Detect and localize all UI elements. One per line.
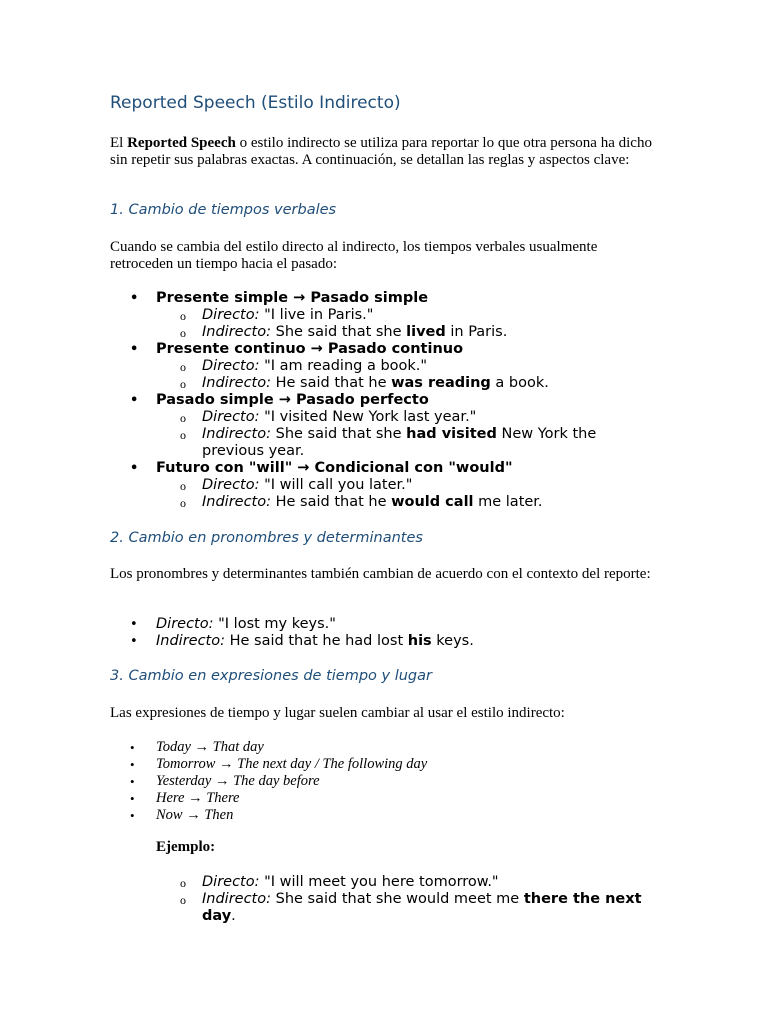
intro-bold-term: Reported Speech [127, 135, 236, 151]
direct-label: Directo: [202, 307, 260, 323]
expression-to: The day before [233, 773, 320, 789]
rule-direct-example [110, 477, 670, 494]
expression-from: Tomorrow [156, 756, 216, 772]
intro-suffix: o estilo indirecto se utiliza para reportar lo que otra persona ha dicho sin repetir sus palabras exactas. A continuación, se detallan las reglas y aspectos clave: [110, 135, 652, 168]
direct-label: Directo: [202, 409, 260, 425]
direct-text: "I lost my keys." [213, 616, 336, 632]
document-title: Reported Speech (Estilo Indirecto) [110, 93, 401, 113]
rule-direct-example [110, 409, 670, 426]
direct-text: "I am reading a book." [259, 358, 428, 374]
direct-text: "I will meet you here tomorrow." [259, 874, 499, 890]
pronoun-examples-list [110, 616, 670, 650]
direct-example [110, 616, 670, 633]
rule-direct-example [110, 307, 670, 324]
rule-title: • Presente simple → Pasado simple [110, 290, 670, 307]
direct-text: "I will call you later." [259, 477, 413, 493]
expression-to: There [206, 790, 240, 806]
section-2-paragraph: Los pronombres y determinantes también cambian de acuerdo con el contexto del reporte: [110, 566, 651, 582]
expression-from: Here [156, 790, 185, 806]
section-1-heading: 1. Cambio de tiempos verbales [110, 202, 337, 218]
direct-label: Directo: [202, 874, 260, 890]
indirect-text: She said that she [271, 324, 407, 340]
section-1-paragraph: Cuando se cambia del estilo directo al indirecto, los tiempos verbales usualmente retroceden un tiempo hacia el pasado: [110, 239, 598, 272]
rule-indirect-example [110, 494, 670, 511]
expression-item [110, 756, 670, 773]
expression-from: Today [156, 739, 191, 755]
arrow-icon: → [182, 807, 205, 823]
indirect-text-end: New York the previous year. [202, 426, 597, 459]
indirect-label: Indirecto: [202, 494, 271, 510]
time-place-expressions-list [110, 739, 670, 824]
direct-label: Directo: [156, 616, 214, 632]
indirect-bold: would call [391, 494, 474, 510]
section-3-heading: 3. Cambio en expresiones de tiempo y lugar [110, 668, 432, 684]
rule-title: • Pasado simple → Pasado perfecto [110, 392, 670, 409]
expression-from: Yesterday [156, 773, 212, 789]
example-indirect [110, 891, 670, 925]
indirect-text: She said that she would meet me [271, 891, 524, 907]
expression-item [110, 739, 670, 756]
rule-title: • Presente continuo → Pasado continuo [110, 341, 670, 358]
indirect-label: Indirecto: [202, 324, 271, 340]
indirect-bold: his [407, 633, 432, 649]
indirect-bold: had visited [406, 426, 497, 442]
indirect-text: She said that she [271, 426, 407, 442]
indirect-label: Indirecto: [202, 891, 271, 907]
direct-label: Directo: [202, 477, 260, 493]
expression-from: Now [156, 807, 183, 823]
arrow-icon: → [190, 739, 213, 755]
indirect-bold: was reading [391, 375, 491, 391]
arrow-icon: → [215, 756, 238, 772]
section-3-paragraph: Las expresiones de tiempo y lugar suelen cambiar al usar el estilo indirecto: [110, 705, 565, 721]
expression-item [110, 807, 670, 824]
indirect-text-end: keys. [431, 633, 474, 649]
indirect-bold: there the next day [202, 891, 642, 924]
indirect-label: Indirecto: [202, 375, 271, 391]
indirect-text-end: . [231, 908, 236, 924]
indirect-text: He said that he [271, 375, 392, 391]
expression-to: The next day / The following day [237, 756, 428, 772]
example-list [110, 874, 670, 925]
indirect-label: Indirecto: [156, 633, 225, 649]
indirect-text: He said that he had lost [225, 633, 408, 649]
expression-to: Then [204, 807, 234, 823]
indirect-text: He said that he [271, 494, 392, 510]
expression-item [110, 790, 670, 807]
tense-rules-list [110, 290, 670, 511]
indirect-text-end: in Paris. [445, 324, 508, 340]
example-direct [110, 874, 670, 891]
intro-prefix: El [110, 135, 128, 151]
rule-indirect-example [110, 375, 670, 392]
arrow-icon: → [211, 773, 234, 789]
rule-indirect-example [110, 426, 670, 460]
example-label: Ejemplo: [156, 839, 216, 855]
indirect-text-end: a book. [490, 375, 549, 391]
direct-text: "I visited New York last year." [259, 409, 477, 425]
indirect-label: Indirecto: [202, 426, 271, 442]
section-2-heading: 2. Cambio en pronombres y determinantes [110, 530, 423, 546]
direct-text: "I live in Paris." [259, 307, 374, 323]
rule-indirect-example [110, 324, 670, 341]
arrow-icon: → [184, 790, 207, 806]
rule-title: • Futuro con "will" → Condicional con "would" [110, 460, 670, 477]
indirect-bold: lived [406, 324, 446, 340]
indirect-text-end: me later. [473, 494, 543, 510]
direct-label: Directo: [202, 358, 260, 374]
indirect-example [110, 633, 670, 650]
intro-paragraph [110, 135, 655, 169]
rule-direct-example [110, 358, 670, 375]
expression-to: That day [212, 739, 264, 755]
expression-item [110, 773, 670, 790]
